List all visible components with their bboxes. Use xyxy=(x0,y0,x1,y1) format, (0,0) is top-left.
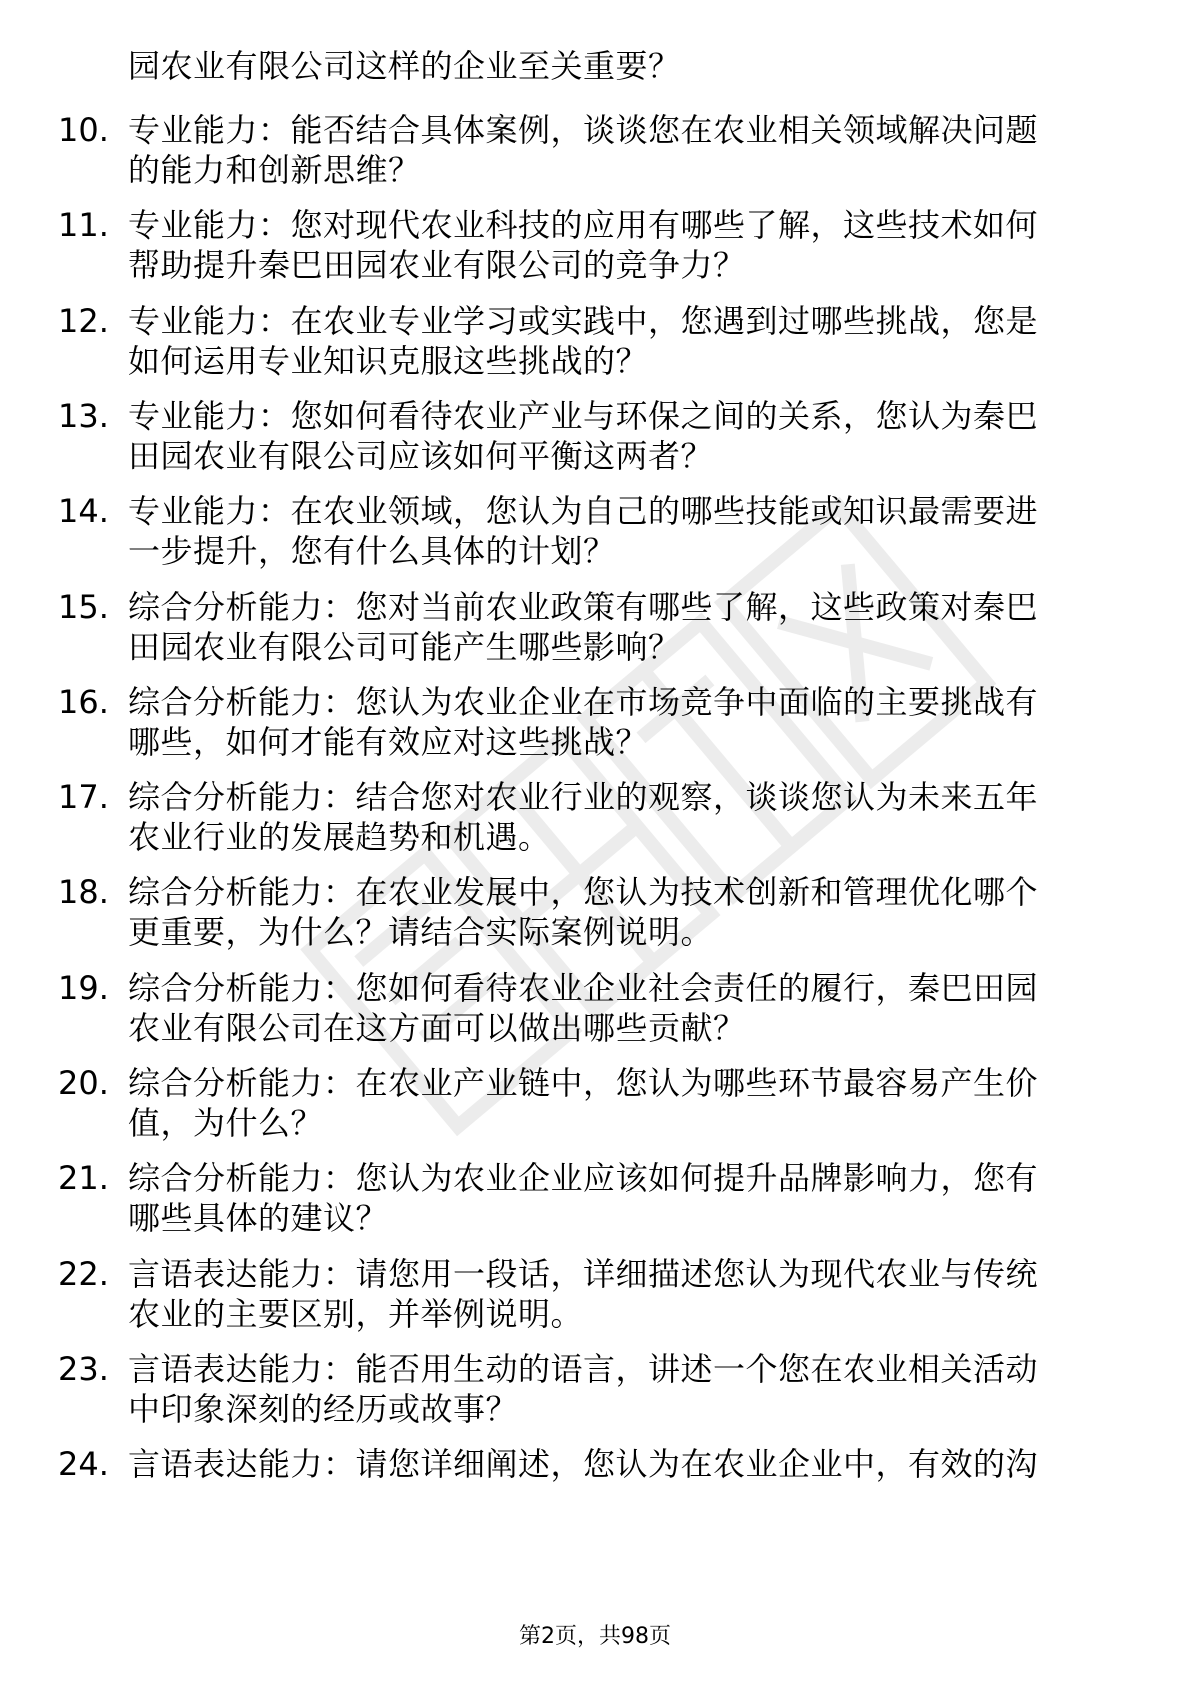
question-text-line: 综合分析能力：在农业发展中，您认为技术创新和管理优化哪个 xyxy=(128,873,1039,912)
question-text-line: 中印象深刻的经历或故事？ xyxy=(128,1389,519,1428)
question-text-line: 田园农业有限公司可能产生哪些影响？ xyxy=(128,627,681,666)
question-text-line: 专业能力：您如何看待农业产业与环保之间的关系，您认为秦巴 xyxy=(128,396,1039,435)
question-text-line: 一步提升，您有什么具体的计划？ xyxy=(128,532,616,571)
question-number: 24. xyxy=(58,1445,109,1484)
question-number: 18. xyxy=(58,873,109,912)
question-text-line: 专业能力：能否结合具体案例，谈谈您在农业相关领域解决问题 xyxy=(128,111,1039,149)
question-text-line: 言语表达能力：能否用生动的语言，讲述一个您在农业相关活动 xyxy=(128,1349,1039,1388)
question-text xyxy=(128,491,1118,571)
question-text-line: 综合分析能力：结合您对农业行业的观察，谈谈您认为未来五年 xyxy=(128,778,1039,817)
continuation-line: 园农业有限公司这样的企业至关重要？ xyxy=(128,47,681,85)
question-number: 17. xyxy=(58,778,109,817)
question-text xyxy=(128,1349,1118,1429)
question-number: 13. xyxy=(58,396,109,435)
question-number: 16. xyxy=(58,682,109,721)
question-text xyxy=(128,1444,1118,1484)
question-number: 23. xyxy=(58,1349,109,1388)
question-number: 15. xyxy=(58,587,109,626)
question-number: 20. xyxy=(58,1064,109,1102)
question-text-line: 综合分析能力：您如何看待农业企业社会责任的履行，秦巴田园 xyxy=(128,968,1039,1007)
question-number: 19. xyxy=(58,968,109,1007)
question-text-line: 如何运用专业知识克服这些挑战的？ xyxy=(128,341,649,380)
question-text-line: 综合分析能力：您认为农业企业应该如何提升品牌影响力，您有 xyxy=(128,1159,1039,1198)
question-text xyxy=(128,587,1118,667)
question-text xyxy=(128,301,1118,381)
question-text xyxy=(128,396,1118,476)
question-text-line: 的能力和创新思维？ xyxy=(128,151,421,189)
question-text-line: 农业的主要区别，并举例说明。 xyxy=(128,1294,584,1333)
question-text-line: 专业能力：在农业专业学习或实践中，您遇到过哪些挑战，您是 xyxy=(128,301,1039,340)
question-number: 21. xyxy=(58,1159,109,1198)
question-text-line: 专业能力：您对现代农业科技的应用有哪些了解，这些技术如何 xyxy=(128,206,1039,245)
question-text-line: 专业能力：在农业领域，您认为自己的哪些技能或知识最需要进 xyxy=(128,492,1039,531)
question-text-line: 综合分析能力：您认为农业企业在市场竞争中面临的主要挑战有 xyxy=(128,682,1039,721)
question-text-line: 哪些，如何才能有效应对这些挑战？ xyxy=(128,722,649,761)
page-footer: 第2页，共98页 xyxy=(519,1624,671,1649)
question-number: 10. xyxy=(58,111,109,149)
question-text-line: 更重要，为什么？请结合实际案例说明。 xyxy=(128,913,714,952)
question-text-line: 农业行业的发展趋势和机遇。 xyxy=(128,818,551,857)
question-text-line: 哪些具体的建议？ xyxy=(128,1199,389,1238)
question-text xyxy=(128,110,1118,190)
question-text-line: 言语表达能力：请您详细阐述，您认为在农业企业中，有效的沟 xyxy=(128,1445,1039,1484)
question-text xyxy=(128,872,1118,952)
question-number: 12. xyxy=(58,301,109,340)
question-text-line: 综合分析能力：您对当前农业政策有哪些了解，这些政策对秦巴 xyxy=(128,587,1039,626)
question-text xyxy=(128,1254,1118,1334)
question-text xyxy=(128,777,1118,857)
question-number: 11. xyxy=(58,206,109,245)
question-text-line: 值，为什么？ xyxy=(128,1104,324,1142)
question-text xyxy=(128,205,1118,285)
question-text xyxy=(128,968,1118,1048)
question-text xyxy=(128,1158,1118,1238)
question-text xyxy=(128,1063,1118,1143)
question-text-line: 帮助提升秦巴田园农业有限公司的竞争力？ xyxy=(128,246,746,285)
question-number: 14. xyxy=(58,492,109,531)
question-text xyxy=(128,682,1118,762)
question-text-line: 田园农业有限公司应该如何平衡这两者？ xyxy=(128,436,714,475)
question-number: 22. xyxy=(58,1254,109,1293)
question-text-line: 言语表达能力：请您用一段话，详细描述您认为现代农业与传统 xyxy=(128,1254,1039,1293)
question-text-line: 综合分析能力：在农业产业链中，您认为哪些环节最容易产生价 xyxy=(128,1064,1039,1102)
question-text-line: 农业有限公司在这方面可以做出哪些贡献？ xyxy=(128,1008,746,1047)
